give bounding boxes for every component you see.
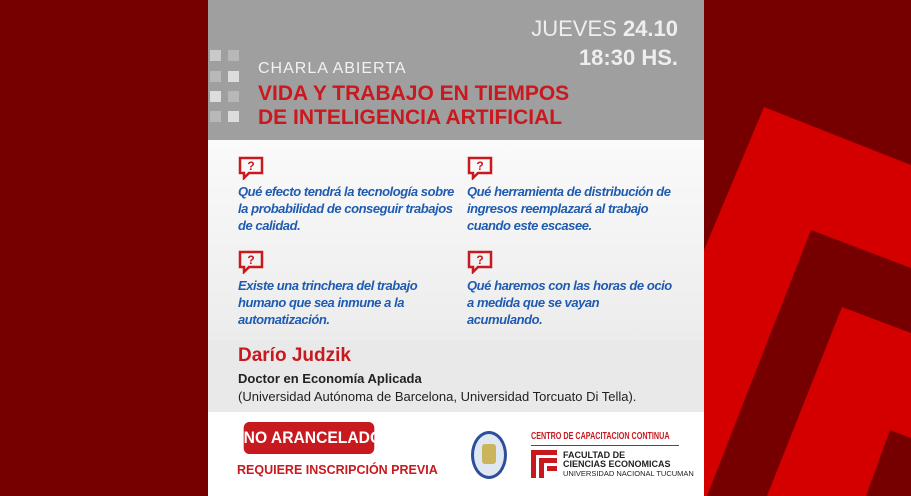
question-bubble-icon <box>467 156 493 180</box>
center-name-rule <box>531 431 679 446</box>
question-bubble-icon <box>467 250 493 274</box>
header-band <box>208 0 704 140</box>
question-bubble-icon <box>238 156 264 180</box>
question-bubble-icon <box>238 250 264 274</box>
question-item: ? Qué haremos con las horas de ocio a medida que se vayan acumulando. <box>467 250 677 328</box>
center-name: CENTRO DE CAPACITACION CONTINUA <box>531 431 670 442</box>
svg-text:?: ? <box>476 253 484 267</box>
university-seal-logo <box>471 431 507 479</box>
speaker-degree: Doctor en Economía Aplicada <box>238 371 422 386</box>
speaker-name: Darío Judzik <box>238 345 351 366</box>
no-fee-badge: NO ARANCELADO <box>244 422 375 454</box>
speaker-affiliation: (Universidad Autónoma de Barcelona, Universidad Torcuato Di Tella). <box>238 389 637 404</box>
speaker-section <box>208 340 704 412</box>
questions-section <box>208 140 704 340</box>
svg-text:?: ? <box>476 159 484 173</box>
svg-text:?: ? <box>247 159 255 173</box>
event-flyer <box>208 0 704 496</box>
event-title: VIDA Y TRABAJO EN TIEMPOS DE INTELIGENCIA ARTIFICIAL <box>258 82 570 129</box>
event-kicker: CHARLA ABIERTA <box>258 60 407 77</box>
question-item: ? Qué herramienta de distribución de ingresos reemplazará al trabajo cuando este escasee. <box>467 156 693 234</box>
question-item: ? Existe una trinchera del trabajo humano que sea inmune a la automatización. <box>238 250 464 328</box>
faculty-name: FACULTAD DE CIENCIAS ECONOMICAS UNIVERSIDAD NACIONAL TUCUMAN <box>563 450 694 478</box>
question-item: ? Qué efecto tendrá la tecnología sobre la probabilidad de conseguir trabajos de calidad. <box>238 156 464 234</box>
faculty-logo-icon <box>531 450 557 478</box>
registration-note: REQUIERE INSCRIPCIÓN PREVIA <box>237 463 438 477</box>
svg-text:?: ? <box>247 253 255 267</box>
event-date: JUEVES 24.10 18:30 HS. <box>531 16 678 70</box>
